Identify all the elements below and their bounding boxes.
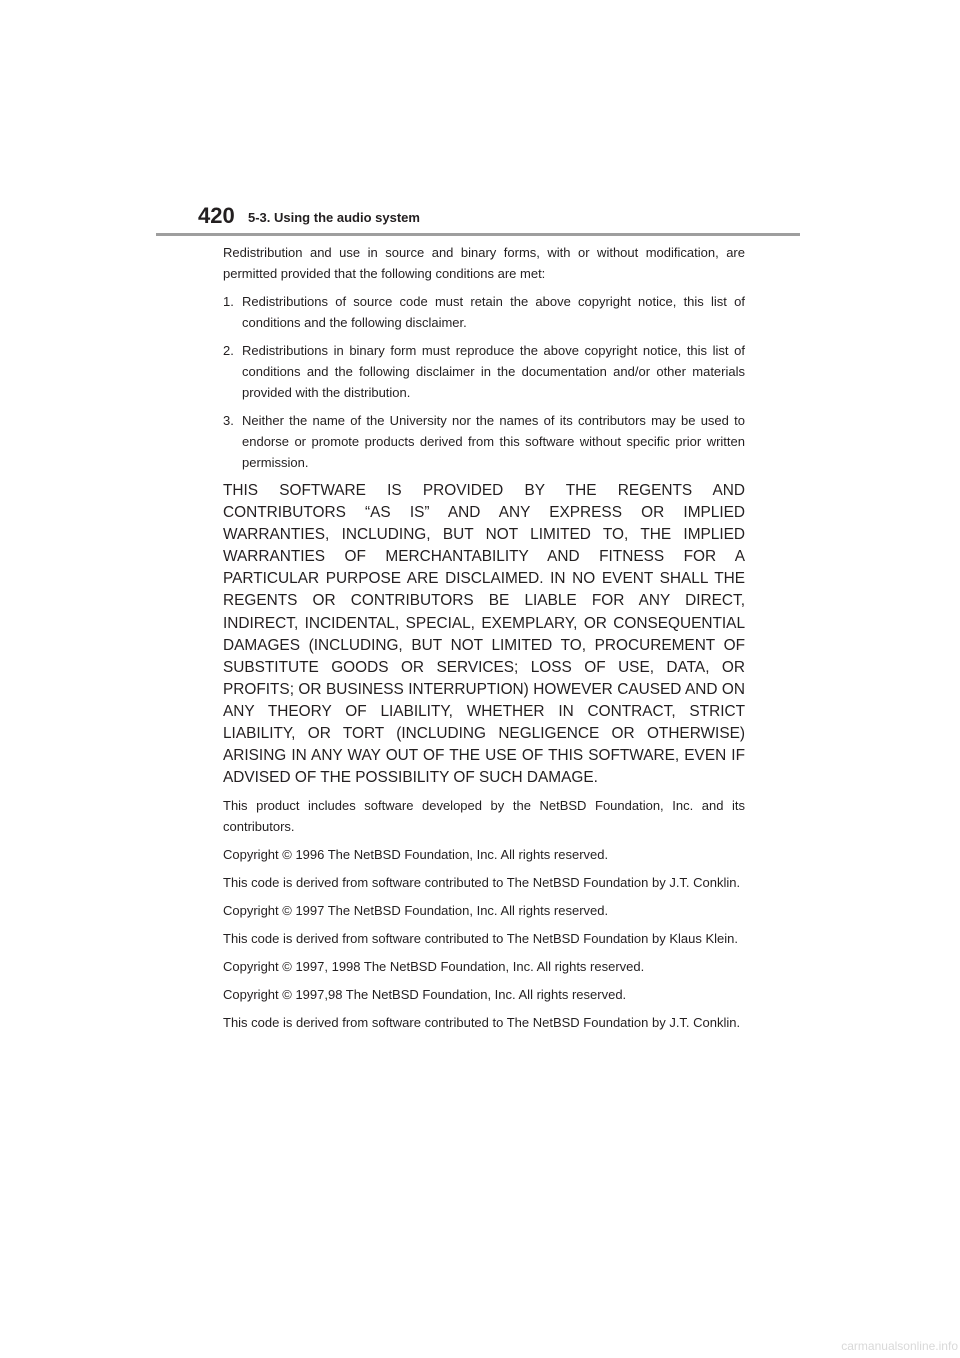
condition-number: 3. (223, 413, 234, 428)
condition-item (223, 340, 745, 403)
derived-klein-notice: This code is derived from software contributed to The NetBSD Foundation by Klaus Klein. (223, 931, 738, 947)
derived-conklin-notice: This code is derived from software contributed to The NetBSD Foundation by J.T. Conklin. (223, 875, 741, 891)
condition-item (223, 291, 745, 333)
page-number: 420 (198, 203, 235, 228)
header-divider (156, 233, 800, 236)
condition-text: Redistributions of source code must retain the above copyright notice, this list of conditions and the following disclaimer. (242, 294, 745, 330)
section-title: 5-3. Using the audio system (248, 210, 420, 225)
condition-number: 2. (223, 343, 234, 358)
condition-number: 1. (223, 294, 234, 309)
page-header (198, 203, 800, 233)
copyright-1997: Copyright © 1997 The NetBSD Foundation, Inc. All rights reserved. (223, 903, 609, 919)
copyright-1996: Copyright © 1996 The NetBSD Foundation, Inc. All rights reserved. (223, 847, 609, 863)
warranty-disclaimer: THIS SOFTWARE IS PROVIDED BY THE REGENTS AND CONTRIBUTORS “AS IS” AND ANY EXPRESS OR IMPLIED WARRANTIES, INCLUDING, BUT NOT LIMITED TO, THE IMPLIED WARRANTIES OF MERCHANTABILITY AND FITNESS FOR A PARTICULAR PURPOSE ARE DISCLAIMED. IN NO EVENT SHALL THE REGENTS OR CONTRIBUTORS BE LIABLE FOR ANY DIRECT, INDIRECT, INCIDENTAL, SPECIAL, EXEMPLARY, OR CONSEQUENTIAL DAMAGES (INCLUDING, BUT NOT LIMITED TO, PROCUREMENT OF SUBSTITUTE GOODS OR SERVICES; LOSS OF USE, DATA, OR PROFITS; OR BUSINESS INTERRUPTION) HOWEVER CAUSED AND ON ANY THEORY OF LIABILITY, WHETHER IN CONTRACT, STRICT LIABILITY, OR TORT (INCLUDING NEGLIGENCE OR OTHERWISE) ARISING IN ANY WAY OUT OF THE USE OF THIS SOFTWARE, EVEN IF ADVISED OF THE POSSIBILITY OF SUCH DAMAGE. (223, 482, 745, 787)
derived-conklin-notice-2: This code is derived from software contributed to The NetBSD Foundation by J.T. Conklin. (223, 1015, 741, 1031)
condition-item (223, 410, 745, 473)
copyright-1997-98: Copyright © 1997,98 The NetBSD Foundation, Inc. All rights reserved. (223, 987, 627, 1003)
condition-text: Neither the name of the University nor the names of its contributors may be used to endorse or promote products derived from this software without specific prior written permission. (242, 413, 745, 470)
page-content (223, 242, 745, 1040)
redistribution-intro: Redistribution and use in source and binary forms, with or without modification, are permitted provided that the following conditions are met: (223, 245, 745, 281)
netbsd-intro: This product includes software developed by the NetBSD Foundation, Inc. and its contributors. (223, 798, 745, 835)
conditions-list (223, 291, 745, 473)
copyright-1997-1998: Copyright © 1997, 1998 The NetBSD Foundation, Inc. All rights reserved. (223, 959, 645, 975)
site-watermark: carmanualsonline.info (841, 1339, 958, 1353)
condition-text: Redistributions in binary form must reproduce the above copyright notice, this list of conditions and the following disclaimer in the documentation and/or other materials provided with the distribution. (242, 343, 745, 400)
